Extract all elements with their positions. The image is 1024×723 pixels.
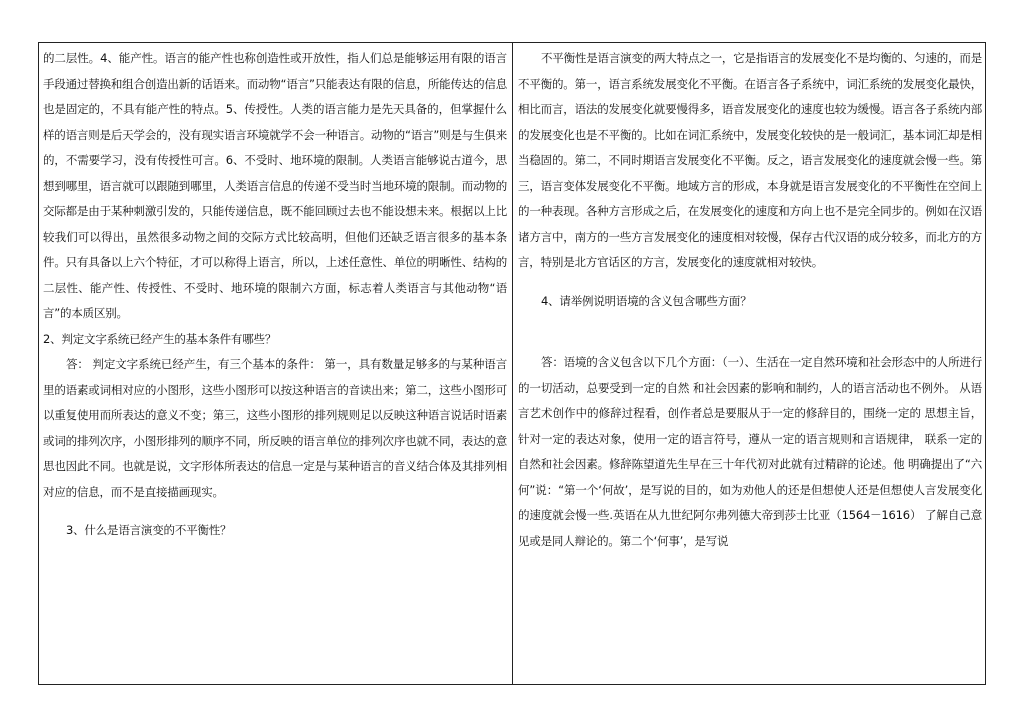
column-divider [512, 42, 513, 685]
question-4: 4、请举例说明语境的含义包含哪些方面？ [541, 293, 752, 308]
left-column [43, 46, 507, 544]
answer-3: 不平衡性是语言演变的两大特点之一，它是指语言的发展变化不是均衡的、匀速的，而是不平衡的。第一，语言系统发展变化不平衡。在语言各子系统中，词汇系统的发展变化最快，相比而言，语法的发展变化就要慢得多，语音发展变化的速度也较为缓慢。语言各子系统内部的发展变化也是不平衡的。比如在词汇系统中，发展变化较快的是一般词汇，基本词汇却是相当稳固的。第二，不同时期语言发展变化不平衡。反之，语言发展变化的速度就会慢一些。第三，语言变体发展变化不平衡。地域方言的形成，本身就是语言发展变化的不平衡性在空间上的一种表现。各种方言形成之后，在发展变化的速度和方向上也不是完全同步的。例如在汉语诸方言中，南方的一些方言发展变化的速度相对较慢，保存古代汉语的成分较多，而北方的方言，特别是北方官话区的方言，发展变化的速度就相对较快。 [518, 51, 982, 269]
answer-2: 答： 判定文字系统已经产生，有三个基本的条件： 第一，具有数量足够多的与某种语言里的语素或词相对应的小图形，这些小图形可以按这种语言的音读出来；第二，这些小图形可以重复使用而所表达的意义不变；第三，这些小图形的排列规则足以反映这种语言说话时语素或词的排列次序，小图形排列的顺序不同，所反映的语言单位的排列次序也就不同，表达的意思也因此不同。也就是说，文字形体所表达的信息一定是与某种语言的音义结合体及其排列相对应的信息，而不是直接描画现实。 [43, 357, 507, 499]
paragraph-language-features: 的二层性。4、能产性。语言的能产性也称创造性或开放性，指人们总是能够运用有限的语言手段通过替换和组合创造出新的话语来。而动物“语言”只能表达有限的信息，所能传达的信息也是固定的，不具有能产性的特点。5、传授性。人类的语言能力是先天具备的，但掌握什么样的语言则是后天学会的，没有现实语言环境就学不会一种语言。动物的“语言”则是与生俱来的，不需要学习，没有传授性可言。6、不受时、地环境的限制。人类语言能够说古道今，思想到哪里，语言就可以跟随到哪里，人类语言信息的传递不受当时当地环境的限制。而动物的交际都是由于某种刺激引发的，只能传递信息，既不能回顾过去也不能设想未来。根据以上比较我们可以得出，虽然很多动物之间的交际方式比较高明，但他们还缺乏语言很多的基本条件。只有具备以上六个特征，才可以称得上语言，所以，上述任意性、单位的明晰性、结构的二层性、能产性、传授性、不受时、地环境的限制六方面，标志着人类语言与其他动物“语言”的本质区别。 [43, 51, 507, 320]
right-column [518, 46, 982, 554]
question-3: 3、什么是语言演变的不平衡性？ [66, 523, 232, 537]
answer-4: 答：语境的含义包含以下几个方面：（一）、生活在一定自然环境和社会形态中的人所进行的一切活动，总要受到一定的自然 和社会因素的影响和制约，人的语言活动也不例外。 从语言艺术创作中的修辞过程看，创作者总是要服从于一定的修辞目的，围绕一定的 思想主旨，针对一定的表达对象，使用一定的语言符号，遵从一定的语言规则和言语规律， 联系一定的自然和社会因素。修辞陈望道先生早在三十年代初对此就有过精辟的论述。他 明确提出了“六何”说：“第一个‘何故’，是写说的目的，如为劝他人的还是但想使人还是但想使人言发展变化的速度就会慢一些.英语在从九世纪阿尔弗列德大帝到莎士比亚（1564－1616） 了解自己意见或是同人辩论的。第二个‘何事’，是写说 [518, 355, 982, 548]
question-2: 2、判定文字系统已经产生的基本条件有哪些？ [43, 331, 277, 346]
